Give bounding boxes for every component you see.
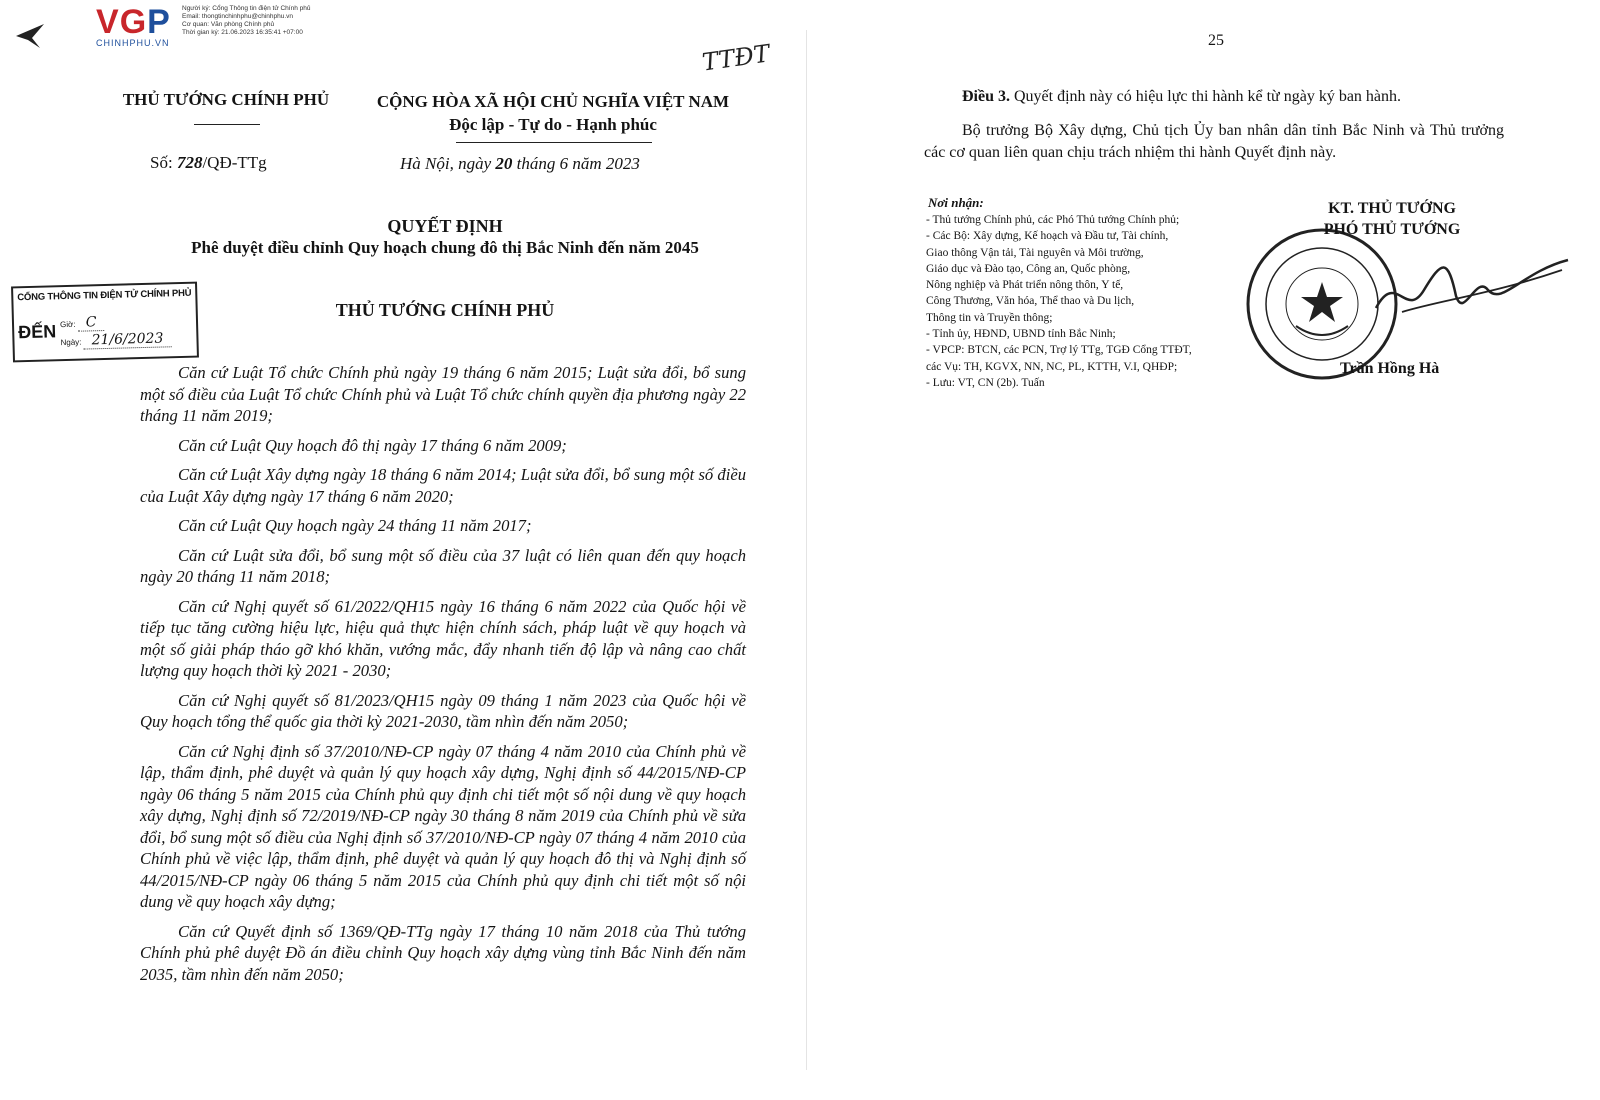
- esign-line: Người ký: Cổng Thông tin điện tử Chính phủ: [182, 5, 311, 12]
- recipients-title: Nơi nhận:: [928, 195, 984, 210]
- date-day: 20: [495, 154, 513, 173]
- number-suffix: /QĐ-TTg: [202, 153, 267, 172]
- right-page: [812, 0, 1600, 1100]
- recipient-item: - Thủ tướng Chính phủ, các Phó Thủ tướng Chính phủ;: [926, 214, 1180, 226]
- preamble-paragraph: Căn cứ Luật Quy hoạch đô thị ngày 17 tháng 6 năm 2009;: [178, 435, 567, 455]
- preamble-paragraph: Căn cứ Luật sửa đổi, bổ sung một số điều của 37 luật có liên quan đến quy hoạch ngày 20 tháng 11 năm 2018;: [140, 545, 746, 586]
- vgp-logo-letter: G: [119, 3, 148, 41]
- motto-underline: [456, 142, 652, 143]
- signature-block: [1282, 198, 1502, 240]
- vgp-logo-sub: CHINHPHU.VN: [96, 38, 170, 48]
- stamp-date-value: 21/6/2023: [83, 330, 171, 349]
- recipient-item: các Vụ: TH, KGVX, NN, NC, PL, KTTH, V.I, QHĐP;: [926, 360, 1178, 373]
- recipient-item: Giáo dục và Đào tạo, Công an, Quốc phòng,: [926, 262, 1131, 275]
- document-subtitle: Phê duyệt điều chỉnh Quy hoạch chung đô thị Bắc Ninh đến năm 2045: [191, 238, 699, 257]
- stamp-time-value: C: [78, 314, 105, 332]
- recipient-item: Nông nghiệp và Phát triển nông thôn, Y tế,: [926, 279, 1124, 292]
- place-date: [400, 154, 640, 174]
- esign-line: Email: thongtinchinhphu@chinhphu.vn: [182, 13, 294, 20]
- document-number: [150, 153, 267, 173]
- article-3-text: Quyết định này có hiệu lực thi hành kể từ ngày ký ban hành.: [1014, 88, 1402, 105]
- preamble-paragraph: Căn cứ Nghị quyết số 61/2022/QH15 ngày 16 tháng 6 năm 2022 của Quốc hội về tiếp tục tăng cường hiệu lực, hiệu quả thực hiện chính sách, pháp luật về quy hoạch và một số giải pháp tháo gỡ khó khăn, vướng mắc, đẩy nhanh tiến độ lập và nâng cao chất lượng quy hoạch thời kỳ 2021 - 2030;: [140, 596, 746, 680]
- closing-paragraph: Bộ trưởng Bộ Xây dựng, Chủ tịch Ủy ban nhân dân tỉnh Bắc Ninh và Thủ trưởng các cơ quan liên quan chịu trách nhiệm thi hành Quyết định này.: [924, 122, 1504, 161]
- national-heading: [358, 90, 748, 136]
- signer-name: Trần Hồng Hà: [1340, 360, 1440, 377]
- preamble-paragraph: Căn cứ Luật Xây dựng ngày 18 tháng 6 năm 2014; Luật sửa đổi, bổ sung một số điều của Luật Xây dựng ngày 17 tháng 6 năm 2020;: [140, 465, 746, 506]
- stamp-office: CỔNG THÔNG TIN ĐIỆN TỬ CHÍNH PHỦ: [17, 287, 192, 304]
- recipient-item: - Lưu: VT, CN (2b). Tuấn: [926, 376, 1045, 389]
- article-3-label: Điều 3.: [962, 88, 1010, 105]
- sign-title-1: KT. THỦ TƯỚNG: [1328, 200, 1456, 217]
- motto: Độc lập - Tự do - Hạnh phúc: [449, 115, 657, 134]
- received-stamp: [11, 282, 199, 363]
- sign-title-2: PHÓ THỦ TƯỚNG: [1323, 221, 1461, 238]
- handwritten-mark: TTĐT: [700, 39, 772, 77]
- issuer-heading: THỦ TƯỚNG CHÍNH PHỦ: [122, 90, 330, 109]
- page-number: 25: [1208, 32, 1224, 49]
- preamble-paragraph: Căn cứ Luật Quy hoạch ngày 24 tháng 11 năm 2017;: [178, 516, 532, 535]
- recipient-item: - Tỉnh ủy, HĐND, UBND tỉnh Bắc Ninh;: [926, 328, 1116, 341]
- page-divider: [806, 30, 807, 1070]
- handwritten-signature-icon: [1372, 250, 1572, 330]
- recipient-item: Thông tin và Truyền thông;: [926, 311, 1053, 324]
- date-suffix: tháng 6 năm 2023: [516, 154, 640, 173]
- preamble-paragraph: Căn cứ Nghị quyết số 81/2023/QH15 ngày 09 tháng 1 năm 2023 của Quốc hội về Quy hoạch tổng thể quốc gia thời kỳ 2021-2030, tầm nhìn đến năm 2050;: [140, 690, 746, 731]
- stamp-date-label: Ngày:: [60, 337, 82, 348]
- stamp-date-row: [60, 330, 171, 349]
- recipient-item: - Các Bộ: Xây dựng, Kế hoạch và Đầu tư, Tài chính,: [926, 230, 1169, 243]
- vgp-logo: [96, 4, 171, 48]
- stamp-den-label: ĐẾN: [17, 321, 57, 343]
- stamp-time-row: [60, 314, 105, 331]
- recipient-item: Công Thương, Văn hóa, Thể thao và Du lịch,: [926, 295, 1135, 308]
- date-prefix: Hà Nội, ngày: [400, 154, 492, 173]
- stamp-time-label: Giờ:: [59, 319, 76, 330]
- issuer-underline: [194, 124, 260, 125]
- recipient-item: - VPCP: BTCN, các PCN, Trợ lý TTg, TGĐ Cổng TTĐT,: [926, 344, 1192, 357]
- vgp-logo-word: [96, 4, 171, 40]
- recipient-item: Giao thông Vận tải, Tài nguyên và Môi trường,: [926, 246, 1144, 259]
- number-prefix: Số:: [150, 153, 173, 172]
- vgp-logo-letter: V: [96, 3, 120, 41]
- preamble-paragraph: Căn cứ Quyết định số 1369/QĐ-TTg ngày 17 tháng 10 năm 2018 của Thủ tướng Chính phủ phê duyệt Đồ án điều chỉnh Quy hoạch xây dựng vùng tỉnh Bắc Ninh đến năm 2035, tầm nhìn đến năm 2050;: [140, 921, 746, 984]
- preamble-body: [140, 362, 746, 993]
- vgp-logo-letter: P: [147, 3, 171, 41]
- esign-block: [182, 5, 310, 37]
- country-name: CỘNG HÒA XÃ HỘI CHỦ NGHĨA VIỆT NAM: [376, 92, 730, 111]
- authority-heading: THỦ TƯỚNG CHÍNH PHỦ: [335, 300, 555, 320]
- esign-line: Cơ quan: Văn phòng Chính phủ: [182, 21, 275, 28]
- recipients-list: [926, 212, 1256, 391]
- preamble-paragraph: Căn cứ Luật Tổ chức Chính phủ ngày 19 tháng 6 năm 2015; Luật sửa đổi, bổ sung một số điều của Luật Tổ chức Chính phủ và Luật Tổ chức chính quyền địa phương ngày 22 tháng 11 năm 2019;: [140, 363, 746, 425]
- document-title: QUYẾT ĐỊNH: [387, 216, 503, 236]
- corner-bird-mark-icon: [14, 18, 48, 52]
- preamble-paragraph: Căn cứ Nghị định số 37/2010/NĐ-CP ngày 07 tháng 4 năm 2010 của Chính phủ về lập, thẩm định, phê duyệt và quản lý quy hoạch xây dựng, Nghị định số 44/2015/NĐ-CP ngày 06 tháng 5 năm 2015 của Chính phủ quy định chi tiết một số nội dung về quy hoạch xây dựng, Nghị định số 72/2019/NĐ-CP ngày 30 tháng 8 năm 2019 của Chính phủ về sửa đổi, bổ sung một số điều của Nghị định số 37/2010/NĐ-CP ngày 07 tháng 4 năm 2010 của Chính phủ về việc lập, thẩm định, phê duyệt và quản lý quy hoạch đô thị và Nghị định số 44/2015/NĐ-CP ngày 06 tháng 5 năm 2015 của Chính phủ quy định chi tiết một số nội dung về quy hoạch xây dựng;: [140, 741, 746, 911]
- article-3: [962, 88, 1401, 106]
- esign-line: Thời gian ký: 21.06.2023 16:35:41 +07:00: [182, 29, 303, 36]
- number-value: 728: [176, 153, 203, 172]
